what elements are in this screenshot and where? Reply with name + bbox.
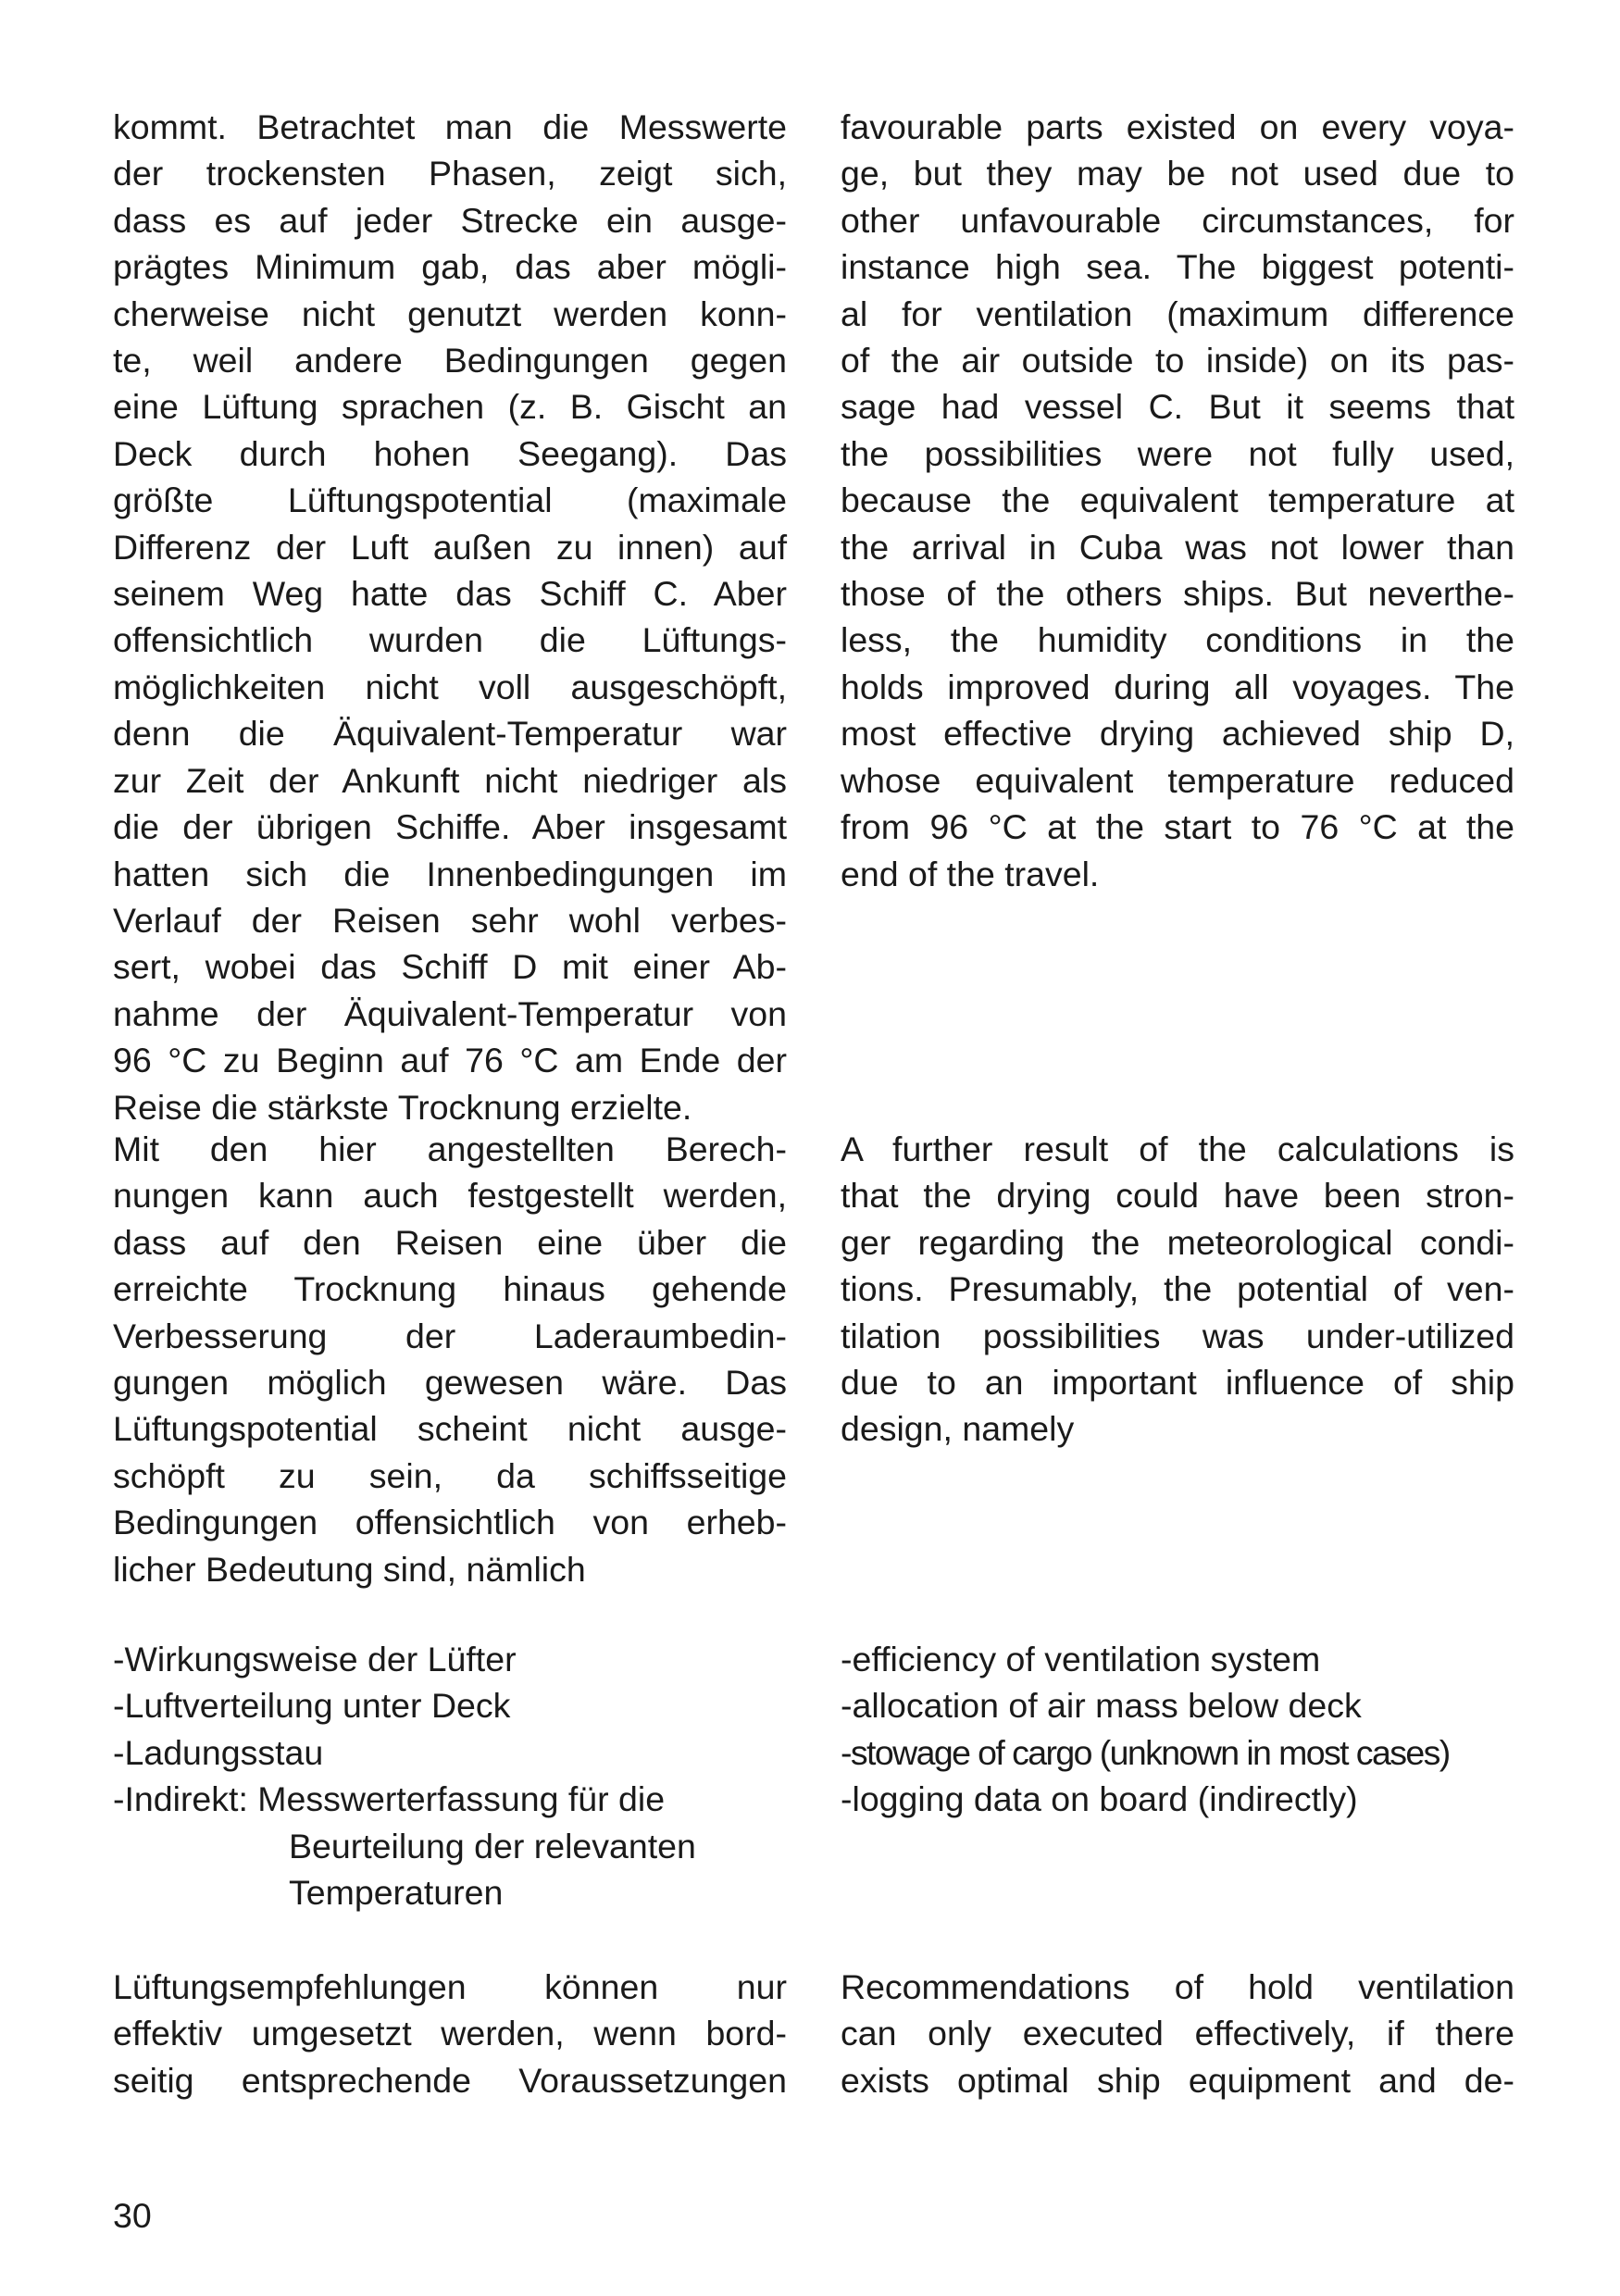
text-line: due to an important influence of ship [841, 1363, 1514, 1403]
text-line: Verlauf der Reisen sehr wohl verbes- [113, 900, 787, 940]
text-line: effektiv umgesetzt werden, wenn bord- [113, 2014, 787, 2053]
page-number: 30 [113, 2196, 152, 2235]
text-line: those of the others ships. But neverthe- [841, 574, 1514, 614]
text-line: nungen kann auch festgestellt werden, [113, 1176, 787, 1216]
text-line: because the equivalent temperature at [841, 480, 1514, 520]
text-line: seinem Weg hatte das Schiff C. Aber [113, 574, 787, 614]
text-line: Lüftungspotential scheint nicht ausge- [113, 1409, 787, 1449]
text-line: most effective drying achieved ship D, [841, 714, 1514, 754]
german-list-item: -Ladungsstau [113, 1732, 324, 1772]
german-list-item: -Luftverteilung unter Deck [113, 1686, 511, 1726]
text-line: ger regarding the meteorological condi- [841, 1222, 1514, 1262]
text-line: nahme der Äquivalent-Temperatur von [113, 993, 787, 1033]
text-line: the possibilities were not fully used, [841, 433, 1514, 473]
text-line: of the air outside to inside) on its pas- [841, 341, 1514, 381]
text-line: ge, but they may be not used due to [841, 154, 1514, 193]
text-line: größte Lüftungspotential (maximale [113, 480, 787, 520]
text-line: eine Lüftung sprachen (z. B. Gischt an [113, 387, 787, 427]
text-line: can only executed effectively, if there [841, 2014, 1514, 2053]
text-line: cherweise nicht genutzt werden konn- [113, 293, 787, 333]
text-line: other unfavourable circumstances, for [841, 200, 1514, 240]
german-paragraph-1 [113, 104, 787, 1130]
text-line: Recommendations of hold ventilation [841, 1967, 1514, 2006]
text-line: der trockensten Phasen, zeigt sich, [113, 154, 787, 193]
english-list [841, 1636, 1514, 1823]
text-line: Bedingungen offensichtlich von erheb- [113, 1503, 787, 1542]
text-line: seitig entsprechende Voraussetzungen [113, 2060, 787, 2100]
german-list-item-continuation: Beurteilung der relevanten [289, 1826, 696, 1866]
text-line: tions. Presumably, the potential of ven- [841, 1269, 1514, 1309]
text-line: 96 °C zu Beginn auf 76 °C am Ende der [113, 1041, 787, 1080]
text-line: licher Bedeutung sind, nämlich [113, 1549, 586, 1589]
text-line: al for ventilation (maximum difference [841, 293, 1514, 333]
german-list [113, 1636, 787, 1915]
text-line: from 96 °C at the start to 76 °C at the [841, 807, 1514, 847]
text-line: favourable parts existed on every voya- [841, 107, 1514, 146]
text-line: hatten sich die Innenbedingungen im [113, 854, 787, 893]
text-line: möglichkeiten nicht voll ausgeschöpft, [113, 667, 787, 706]
text-line: Deck durch hohen Seegang). Das [113, 433, 787, 473]
text-line: Verbesserung der Laderaumbedin- [113, 1316, 787, 1355]
text-line: Mit den hier angestellten Berech- [113, 1129, 787, 1168]
text-line: exists optimal ship equipment and de- [841, 2060, 1514, 2100]
german-paragraph-3 [113, 1964, 787, 2103]
text-line: end of the travel. [841, 854, 1100, 893]
text-line: dass auf den Reisen eine über die [113, 1222, 787, 1262]
text-line: design, namely [841, 1409, 1075, 1449]
text-line: kommt. Betrachtet man die Messwerte [113, 107, 787, 146]
text-line: erreichte Trocknung hinaus gehende [113, 1269, 787, 1309]
text-line: gungen möglich gewesen wäre. Das [113, 1363, 787, 1403]
english-list-item: -allocation of air mass below deck [841, 1686, 1362, 1726]
text-line: the arrival in Cuba was not lower than [841, 527, 1514, 567]
text-line: sage had vessel C. But it seems that [841, 387, 1514, 427]
english-list-item: -efficiency of ventilation system [841, 1640, 1321, 1678]
english-paragraph-2 [841, 1126, 1514, 1453]
text-line: Reise die stärkste Trocknung erzielte. [113, 1087, 692, 1127]
text-line: sert, wobei das Schiff D mit einer Ab- [113, 947, 787, 987]
text-line: less, the humidity conditions in the [841, 620, 1514, 660]
german-list-item-continuation: Temperaturen [289, 1873, 504, 1913]
text-line: tilation possibilities was under-utilized [841, 1316, 1514, 1355]
text-line: die der übrigen Schiffe. Aber insgesamt [113, 807, 787, 847]
german-list-item: -Wirkungsweise der Lüfter [113, 1640, 517, 1678]
english-paragraph-1 [841, 104, 1514, 897]
text-line: that the drying could have been stron- [841, 1176, 1514, 1216]
text-line: holds improved during all voyages. The [841, 667, 1514, 706]
text-line: A further result of the calculations is [841, 1129, 1514, 1168]
english-list-item: -logging data on board (indirectly) [841, 1779, 1358, 1819]
text-line: Differenz der Luft außen zu innen) auf [113, 527, 787, 567]
english-list-item: -stowage of cargo (unknown in most cases) [841, 1732, 1450, 1772]
text-line: zur Zeit der Ankunft nicht niedriger als [113, 760, 787, 800]
english-paragraph-3 [841, 1964, 1514, 2103]
text-line: denn die Äquivalent-Temperatur war [113, 714, 787, 754]
german-paragraph-2 [113, 1126, 787, 1592]
german-list-item: -Indirekt: Messwerterfassung für die [113, 1779, 666, 1819]
text-line: offensichtlich wurden die Lüftungs- [113, 620, 787, 660]
text-line: whose equivalent temperature reduced [841, 760, 1514, 800]
text-line: Lüftungsempfehlungen können nur [113, 1967, 787, 2006]
text-line: te, weil andere Bedingungen gegen [113, 341, 787, 381]
text-line: instance high sea. The biggest potenti- [841, 247, 1514, 287]
text-line: dass es auf jeder Strecke ein ausge- [113, 200, 787, 240]
text-line: schöpft zu sein, da schiffsseitige [113, 1455, 787, 1495]
text-line: prägtes Minimum gab, das aber mögli- [113, 247, 787, 287]
